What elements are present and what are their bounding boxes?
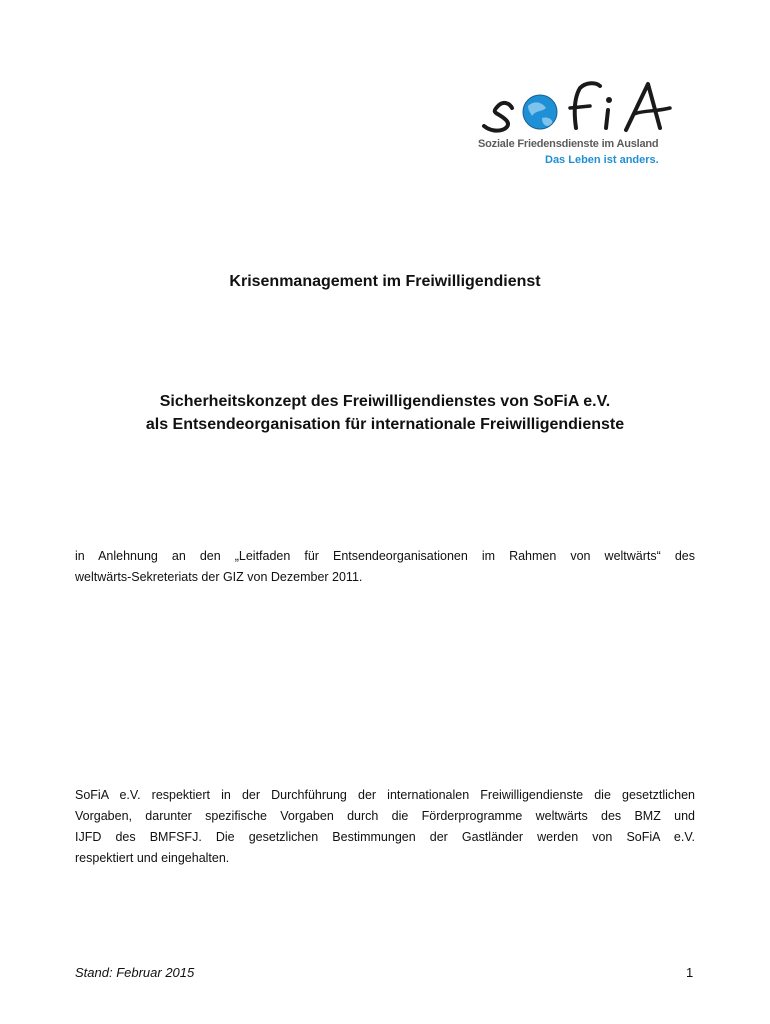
subtitle-line: als Entsendeorganisation für internationale Freiwilligendienste xyxy=(145,416,625,433)
logo-tagline: Das Leben ist anders. xyxy=(545,154,659,166)
paragraph-line: SoFiA e.V. respektiert in der Durchführung der internationalen Freiwilligendienste die gesetztlichen xyxy=(75,788,695,802)
logo-subtitle: Soziale Friedensdienste im Ausland xyxy=(478,138,659,150)
document-title: Krisenmanagement im Freiwilligendienst xyxy=(229,273,541,290)
subtitle-line: Sicherheitskonzept des Freiwilligendienstes von SoFiA e.V. xyxy=(159,393,611,410)
footer-stand: Stand: Februar 2015 xyxy=(75,965,195,980)
paragraph-line: respektiert und eingehalten. xyxy=(75,851,230,865)
compliance-paragraph xyxy=(75,785,695,869)
page-number: 1 xyxy=(686,965,694,980)
globe-icon xyxy=(523,95,557,129)
paragraph-line: Vorgaben, darunter spezifische Vorgaben durch die Förderprogramme weltwärts des BMZ und xyxy=(75,809,695,823)
paragraph-line: IJFD des BMFSFJ. Die gesetzlichen Bestimmungen der Gastländer werden von SoFiA e.V. xyxy=(75,830,695,844)
logo-wordmark xyxy=(476,78,682,140)
paragraph-line: in Anlehnung an den „Leitfaden für Entsendeorganisationen im Rahmen von weltwärts“ des xyxy=(75,549,695,563)
reference-paragraph xyxy=(75,546,695,588)
paragraph-line: weltwärts-Sekreteriats der GIZ von Dezember 2011. xyxy=(75,570,363,584)
sofia-logo xyxy=(476,78,682,174)
document-subtitle xyxy=(0,390,770,436)
